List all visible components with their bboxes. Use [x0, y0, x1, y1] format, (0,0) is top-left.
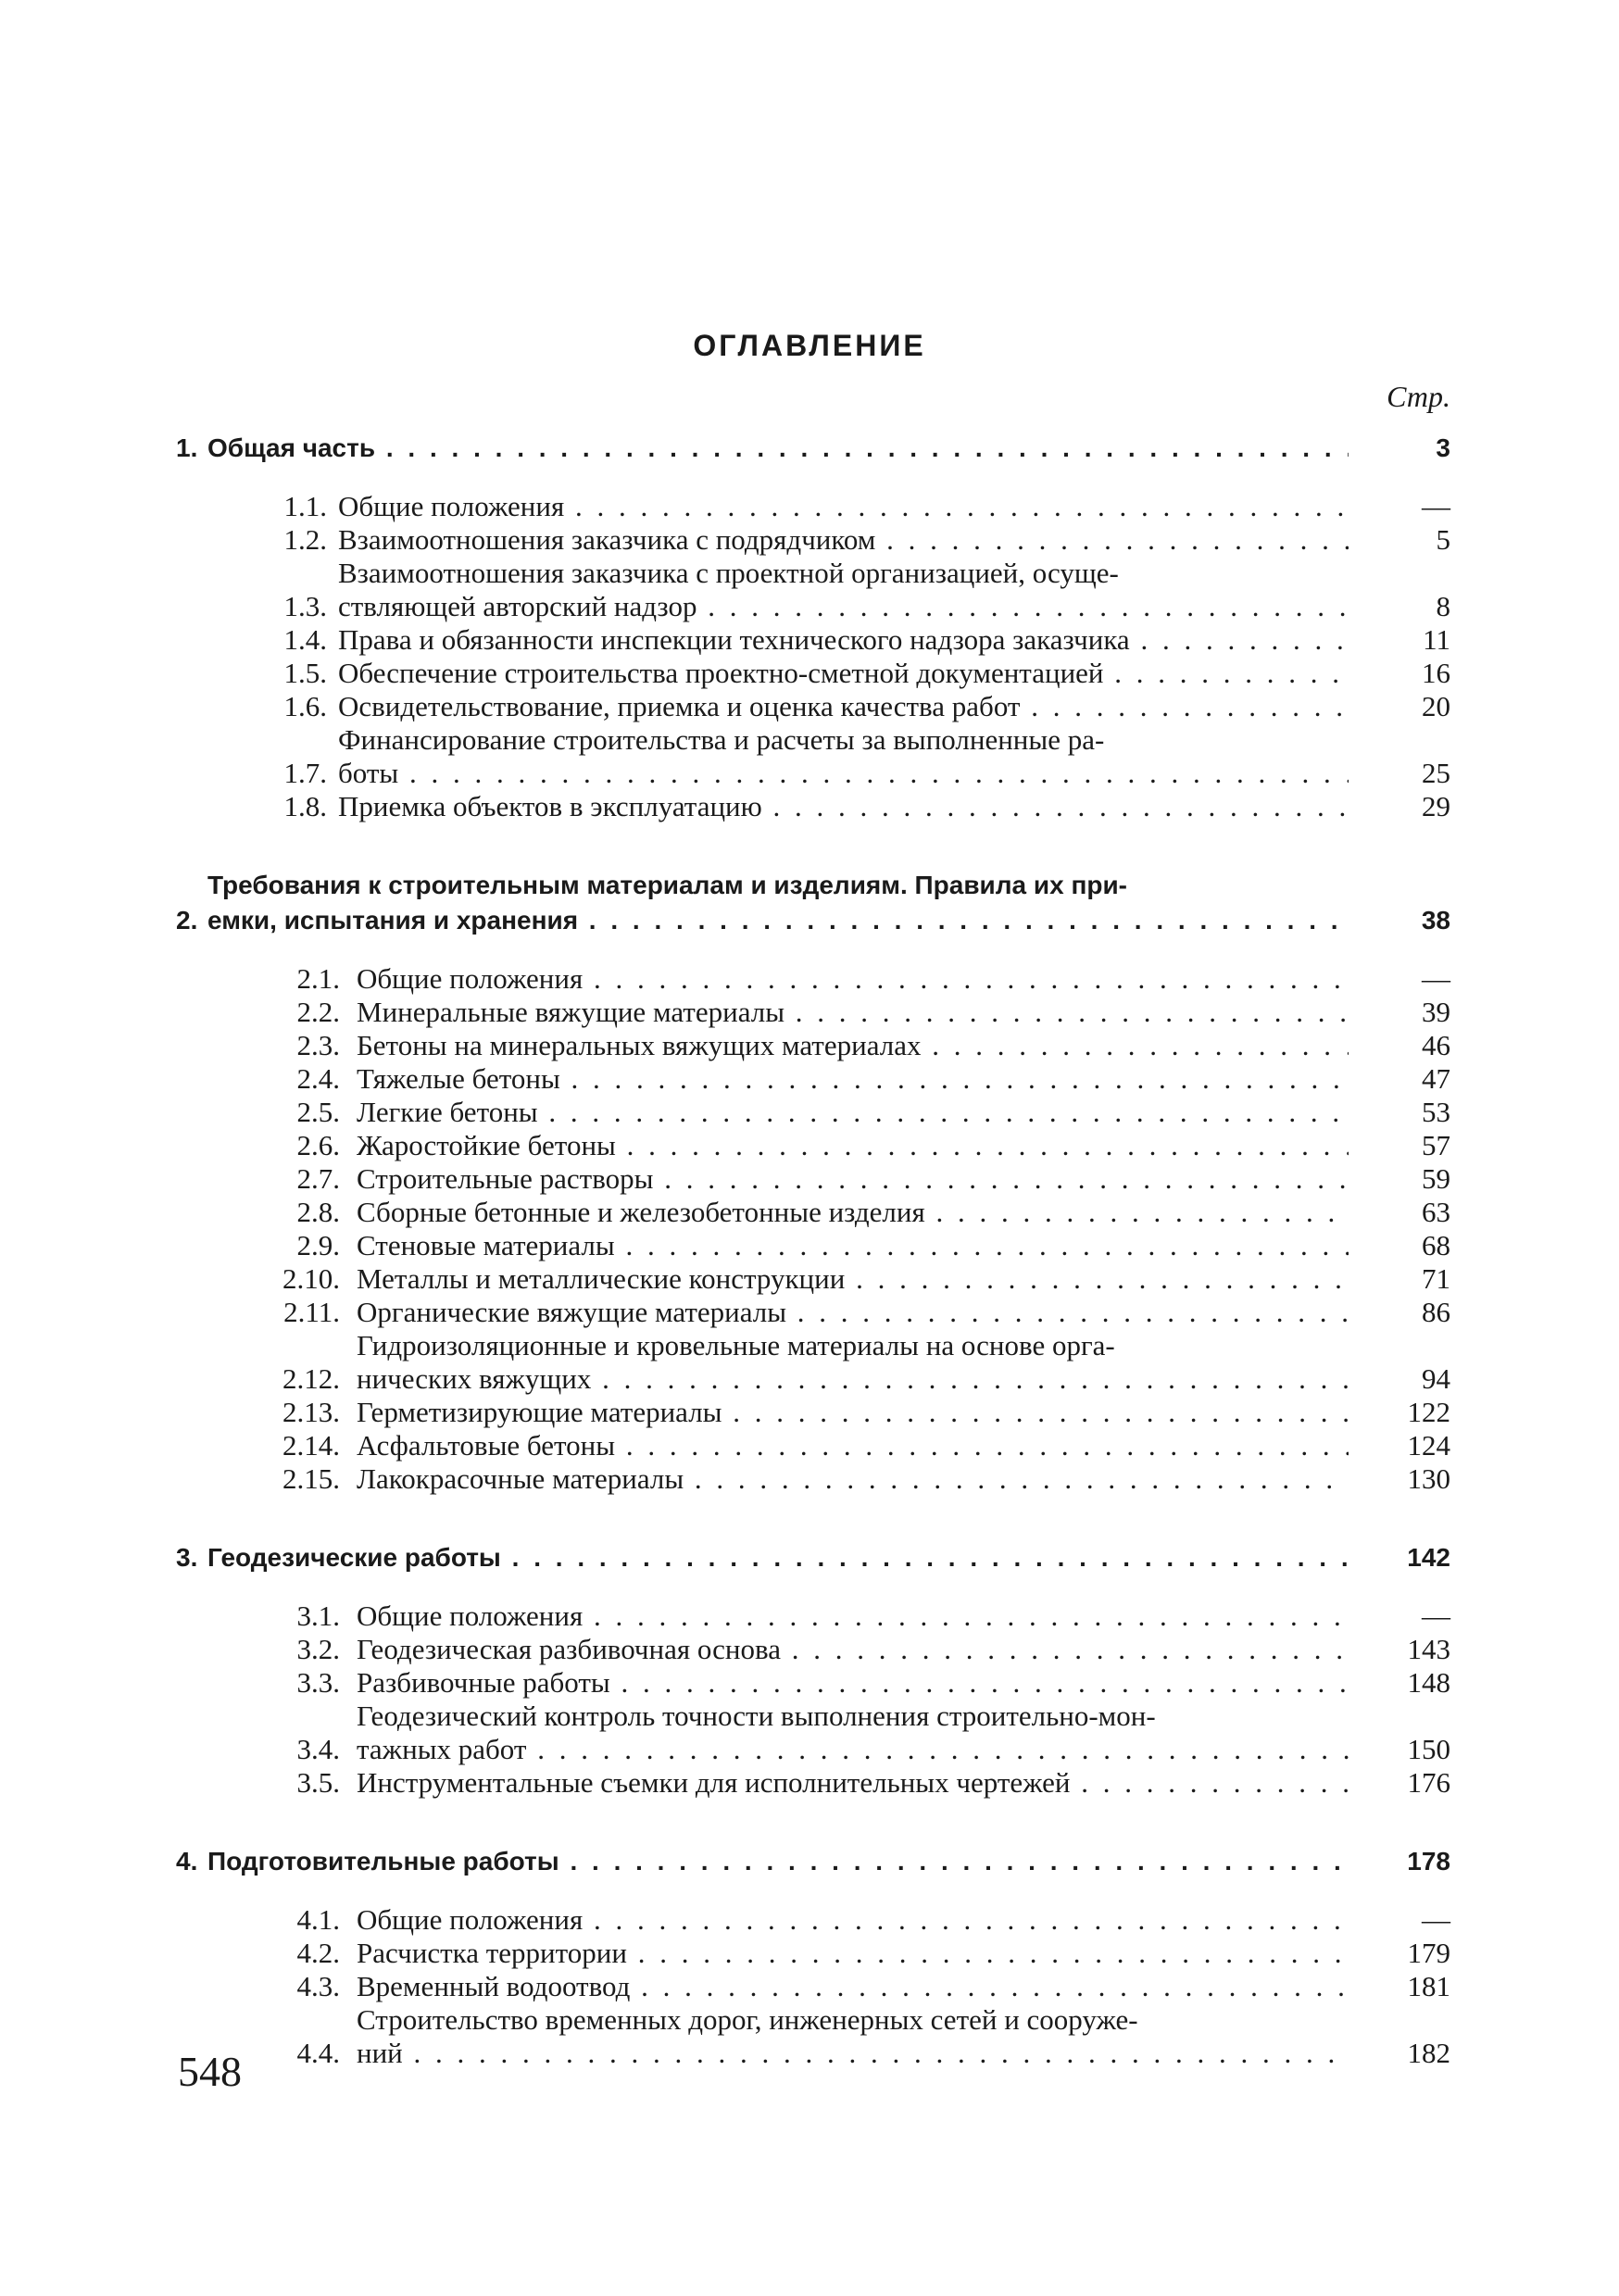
toc-entry-row[interactable] — [176, 790, 1450, 823]
toc-entry-number: 1.6. — [283, 690, 327, 722]
toc-entry-title — [207, 431, 1349, 466]
toc-entry-row[interactable] — [176, 1329, 1450, 1396]
toc-entry-row[interactable] — [176, 1296, 1450, 1329]
toc-entry-row[interactable] — [176, 1633, 1450, 1666]
toc-entry-title-line: Финансирование строительства и расчеты за выполненные ра- — [338, 723, 1105, 756]
toc-entry-row[interactable] — [176, 1766, 1450, 1800]
toc-entry-row[interactable] — [176, 996, 1450, 1029]
toc-entry-title-line: тажных работ . . . — [357, 1733, 1349, 1766]
toc-entry-number: 2.7. — [296, 1162, 340, 1195]
toc-entry-row[interactable] — [176, 1937, 1450, 1970]
toc-entry-number: 2.2. — [296, 996, 340, 1028]
page-title: ОГЛАВЛЕНИЕ — [693, 329, 926, 362]
footer-page-number: 548 — [178, 2048, 242, 2095]
toc-entry-number: 2.13. — [282, 1396, 340, 1428]
toc-entry-row[interactable] — [176, 2003, 1450, 2070]
toc-entry-number: 2.10. — [282, 1262, 340, 1295]
toc-entry-title-line: Подготовительные работы . . . — [207, 1844, 1349, 1879]
toc-entry-number: 3. — [176, 1543, 198, 1572]
toc-entry-number: 4.1. — [296, 1903, 340, 1936]
toc-entry-title-line: Органические вяжущие материалы . . . — [357, 1296, 1349, 1329]
toc-entry-page: 16 — [1422, 657, 1450, 689]
toc-entry-page: 3 — [1436, 433, 1450, 462]
toc-entry-row[interactable] — [176, 1903, 1450, 1937]
toc-entry-row[interactable] — [176, 1970, 1450, 2003]
toc-entry-row[interactable] — [176, 1262, 1450, 1296]
toc-entry-page: 142 — [1407, 1543, 1450, 1572]
toc-section — [176, 1844, 1450, 2070]
toc-entry-title — [357, 1600, 1349, 1633]
toc-entry-number: 2.5. — [296, 1096, 340, 1128]
toc-entry-number: 2.8. — [296, 1196, 340, 1228]
toc-entry-row[interactable] — [176, 1096, 1450, 1129]
toc-entry-page: 39 — [1422, 996, 1450, 1028]
toc-entry-title-line: Герметизирующие материалы . . . — [357, 1396, 1349, 1429]
toc-entry-title — [357, 1062, 1349, 1096]
toc-entry-number: 1.8. — [283, 790, 327, 822]
toc-entry-page: 124 — [1407, 1429, 1450, 1462]
toc-entry-title — [357, 1129, 1349, 1162]
toc-entry-title-line: Геодезические работы . . . — [207, 1540, 1349, 1575]
toc-chapter-row[interactable] — [176, 1844, 1450, 1879]
toc-entry-row[interactable] — [176, 1229, 1450, 1262]
toc-entry-row[interactable] — [176, 1600, 1450, 1633]
toc-entry-row[interactable] — [176, 1029, 1450, 1062]
toc-entry-number: 2.9. — [296, 1229, 340, 1261]
toc-entry-title — [338, 490, 1349, 523]
toc-entry-title-line: емки, испытания и хранения . . . — [207, 903, 1349, 938]
toc-entry-title — [357, 1096, 1349, 1129]
toc-entry-title-line: ний . . . — [357, 2037, 1349, 2070]
toc-entry-title-line: боты . . . — [338, 757, 1349, 790]
toc-entry-row[interactable] — [176, 1462, 1450, 1496]
toc-entry-title-line: Бетоны на минеральных вяжущих материалах . . . — [357, 1029, 1349, 1062]
toc-entry-title-line: Общие положения . . . — [338, 490, 1349, 523]
toc-entry-page: — — [1422, 962, 1450, 995]
toc-entry-title-line: Общие положения . . . — [357, 1600, 1349, 1633]
toc-entry-page: 130 — [1407, 1462, 1450, 1495]
toc-entry-row[interactable] — [176, 690, 1450, 723]
toc-entry-title-line: Асфальтовые бетоны . . . — [357, 1429, 1349, 1462]
toc-entry-title — [357, 1196, 1349, 1229]
toc-entry-title-line: Расчистка территории . . . — [357, 1937, 1349, 1970]
toc-entry-title — [338, 557, 1349, 623]
toc-entry-title-line: Общие положения . . . — [357, 1903, 1349, 1937]
toc-entry-row[interactable] — [176, 623, 1450, 657]
toc-entry-page: 47 — [1422, 1062, 1450, 1095]
toc-entry-title — [207, 1844, 1349, 1879]
toc-section — [176, 431, 1450, 823]
toc-entry-title-line: Общая часть . . . — [207, 431, 1349, 466]
toc-entry-number: 4. — [176, 1847, 198, 1876]
toc-entry-title — [207, 1540, 1349, 1575]
toc-entry-title — [357, 1262, 1349, 1296]
toc-entry-title-line: ствляющей авторский надзор . . . — [338, 590, 1349, 623]
toc-entry-title — [357, 1396, 1349, 1429]
toc-entry-title-line: Жаростойкие бетоны . . . — [357, 1129, 1349, 1162]
toc-entry-title-line: Инструментальные съемки для исполнительных чертежей . . . — [357, 1766, 1349, 1800]
toc-entry-page: 122 — [1407, 1396, 1450, 1428]
toc-entry-title-line: Строительные растворы . . . — [357, 1162, 1349, 1196]
toc-entry-number: 2.11. — [283, 1296, 340, 1328]
toc-entry-row[interactable] — [176, 523, 1450, 557]
toc-entry-title-line: Общие положения . . . — [357, 962, 1349, 996]
toc-entry-title — [357, 2003, 1349, 2070]
toc-entry-number: 2.15. — [282, 1462, 340, 1495]
toc-entry-row[interactable] — [176, 1666, 1450, 1700]
toc-entry-title — [357, 1329, 1349, 1396]
toc-entry-title — [357, 1766, 1349, 1800]
toc-entry-page: 181 — [1407, 1970, 1450, 2002]
toc-entry-page: 59 — [1422, 1162, 1450, 1195]
toc-entry-page: — — [1422, 1903, 1450, 1936]
toc-entry-title — [357, 1937, 1349, 1970]
toc-entry-title-line: Требования к строительным материалам и изделиям. Правила их при- — [207, 871, 1128, 899]
toc-entry-title-line: Геодезический контроль точности выполнения строительно-мон- — [357, 1700, 1156, 1732]
page-column-label: Стр. — [1387, 380, 1450, 413]
toc-entry-title-line: Разбивочные работы . . . — [357, 1666, 1349, 1700]
toc-entry-page: 8 — [1436, 590, 1450, 622]
toc-entry-page: 176 — [1407, 1766, 1450, 1799]
toc-entry-number: 4.4. — [296, 2037, 340, 2069]
toc-entry-title-line: Легкие бетоны . . . — [357, 1096, 1349, 1129]
toc-entry-row[interactable] — [176, 1396, 1450, 1429]
toc-entry-title-line: Взаимоотношения заказчика с подрядчиком . . . — [338, 523, 1349, 557]
toc-entry-row[interactable] — [176, 1129, 1450, 1162]
toc-entry-title-line: Строительство временных дорог, инженерных сетей и сооруже- — [357, 2003, 1138, 2036]
toc-section — [176, 1540, 1450, 1800]
toc-entry-title-line: Обеспечение строительства проектно-сметной документацией . . . — [338, 657, 1349, 690]
toc-entry-row[interactable] — [176, 1700, 1450, 1766]
toc-entry-number: 2.6. — [296, 1129, 340, 1161]
toc-entry-page: 182 — [1407, 2037, 1450, 2069]
toc-entry-number: 4.2. — [296, 1937, 340, 1969]
toc-entry-number: 1.5. — [283, 657, 327, 689]
toc-entry-number: 3.1. — [296, 1600, 340, 1632]
toc-entry-title — [357, 1462, 1349, 1496]
toc-entry-title-line: Сборные бетонные и железобетонные изделия . . . — [357, 1196, 1349, 1229]
toc-entry-number: 3.3. — [296, 1666, 340, 1699]
toc-entry-number: 1.4. — [283, 623, 327, 656]
toc-entry-page: 5 — [1436, 523, 1450, 556]
toc-entry-page: 86 — [1422, 1296, 1450, 1328]
toc-entry-title — [357, 1162, 1349, 1196]
toc-entry-number: 4.3. — [296, 1970, 340, 2002]
toc-entry-title-line: Права и обязанности инспекции технического надзора заказчика . . . — [338, 623, 1349, 657]
toc-entry-title-line: Гидроизоляционные и кровельные материалы на основе орга- — [357, 1329, 1115, 1361]
toc-entry-title — [338, 690, 1349, 723]
toc-entry-number: 2.14. — [282, 1429, 340, 1462]
table-of-contents — [176, 431, 1450, 2070]
toc-entry-title — [207, 868, 1349, 938]
toc-entry-title — [338, 623, 1349, 657]
toc-entry-title — [338, 790, 1349, 823]
toc-entry-page: 178 — [1407, 1847, 1450, 1876]
toc-entry-title-line: Лакокрасочные материалы . . . — [357, 1462, 1349, 1496]
toc-entry-title-line: нических вяжущих . . . — [357, 1362, 1349, 1396]
toc-entry-title — [357, 1633, 1349, 1666]
toc-entry-number: 1.3. — [283, 590, 327, 622]
toc-entry-title-line: Освидетельствование, приемка и оценка качества работ . . . — [338, 690, 1349, 723]
toc-entry-page: — — [1422, 1600, 1450, 1632]
toc-chapter-row[interactable] — [176, 431, 1450, 466]
toc-entry-number: 1. — [176, 433, 198, 462]
toc-entry-number: 3.5. — [296, 1766, 340, 1799]
toc-entry-page: 94 — [1422, 1362, 1450, 1395]
toc-entry-title — [357, 1903, 1349, 1937]
toc-entry-title-line: Приемка объектов в эксплуатацию . . . — [338, 790, 1349, 823]
toc-entry-title — [357, 1666, 1349, 1700]
toc-entry-row[interactable] — [176, 962, 1450, 996]
toc-entry-page: 11 — [1423, 623, 1450, 656]
toc-entry-title — [338, 657, 1349, 690]
toc-entry-number: 2.1. — [296, 962, 340, 995]
toc-entry-title — [357, 962, 1349, 996]
toc-entry-title-line: Тяжелые бетоны . . . — [357, 1062, 1349, 1096]
toc-entry-number: 1.1. — [283, 490, 327, 522]
toc-entry-row[interactable] — [176, 657, 1450, 690]
toc-entry-row[interactable] — [176, 723, 1450, 790]
toc-entry-page: 150 — [1407, 1733, 1450, 1765]
toc-entry-title-line: Геодезическая разбивочная основа . . . — [357, 1633, 1349, 1666]
toc-entry-page: 29 — [1422, 790, 1450, 822]
toc-entry-number: 2.3. — [296, 1029, 340, 1061]
toc-entry-title — [357, 1700, 1349, 1766]
toc-entry-page: 68 — [1422, 1229, 1450, 1261]
toc-entry-number: 1.7. — [283, 757, 327, 789]
toc-entry-title — [357, 1229, 1349, 1262]
toc-entry-title-line: Минеральные вяжущие материалы . . . — [357, 996, 1349, 1029]
toc-entry-page: 46 — [1422, 1029, 1450, 1061]
toc-entry-page: 38 — [1421, 906, 1450, 935]
toc-entry-page: 57 — [1422, 1129, 1450, 1161]
toc-entry-title — [357, 1029, 1349, 1062]
toc-entry-page: 20 — [1422, 690, 1450, 722]
toc-entry-title — [338, 523, 1349, 557]
toc-entry-title-line: Металлы и металлические конструкции . . . — [357, 1262, 1349, 1296]
toc-chapter-row[interactable] — [176, 868, 1450, 938]
toc-entry-title — [357, 1296, 1349, 1329]
toc-entry-page: 53 — [1422, 1096, 1450, 1128]
toc-entry-row[interactable] — [176, 1429, 1450, 1462]
toc-entry-page: 148 — [1407, 1666, 1450, 1699]
toc-entry-number: 2.4. — [296, 1062, 340, 1095]
toc-entry-row[interactable] — [176, 557, 1450, 623]
toc-entry-number: 1.2. — [283, 523, 327, 556]
toc-entry-number: 2. — [176, 906, 198, 935]
toc-entry-number: 2.12. — [282, 1362, 340, 1395]
toc-chapter-row[interactable] — [176, 1540, 1450, 1575]
toc-entry-title — [357, 1429, 1349, 1462]
toc-entry-number: 3.2. — [296, 1633, 340, 1665]
toc-entry-page: 71 — [1422, 1262, 1450, 1295]
toc-entry-title — [357, 1970, 1349, 2003]
toc-entry-title — [338, 723, 1349, 790]
toc-entry-page: 63 — [1422, 1196, 1450, 1228]
toc-entry-row[interactable] — [176, 1062, 1450, 1096]
toc-entry-page: 143 — [1407, 1633, 1450, 1665]
toc-entry-page: 25 — [1422, 757, 1450, 789]
toc-entry-title-line: Временный водоотвод . . . — [357, 1970, 1349, 2003]
toc-entry-row[interactable] — [176, 1162, 1450, 1196]
toc-entry-row[interactable] — [176, 490, 1450, 523]
toc-section — [176, 868, 1450, 1496]
toc-entry-title-line: Взаимоотношения заказчика с проектной организацией, осуще- — [338, 557, 1119, 589]
toc-entry-title-line: Стеновые материалы . . . — [357, 1229, 1349, 1262]
toc-entry-row[interactable] — [176, 1196, 1450, 1229]
toc-entry-page: — — [1422, 490, 1450, 522]
toc-entry-number: 3.4. — [296, 1733, 340, 1765]
toc-entry-page: 179 — [1407, 1937, 1450, 1969]
toc-entry-title — [357, 996, 1349, 1029]
